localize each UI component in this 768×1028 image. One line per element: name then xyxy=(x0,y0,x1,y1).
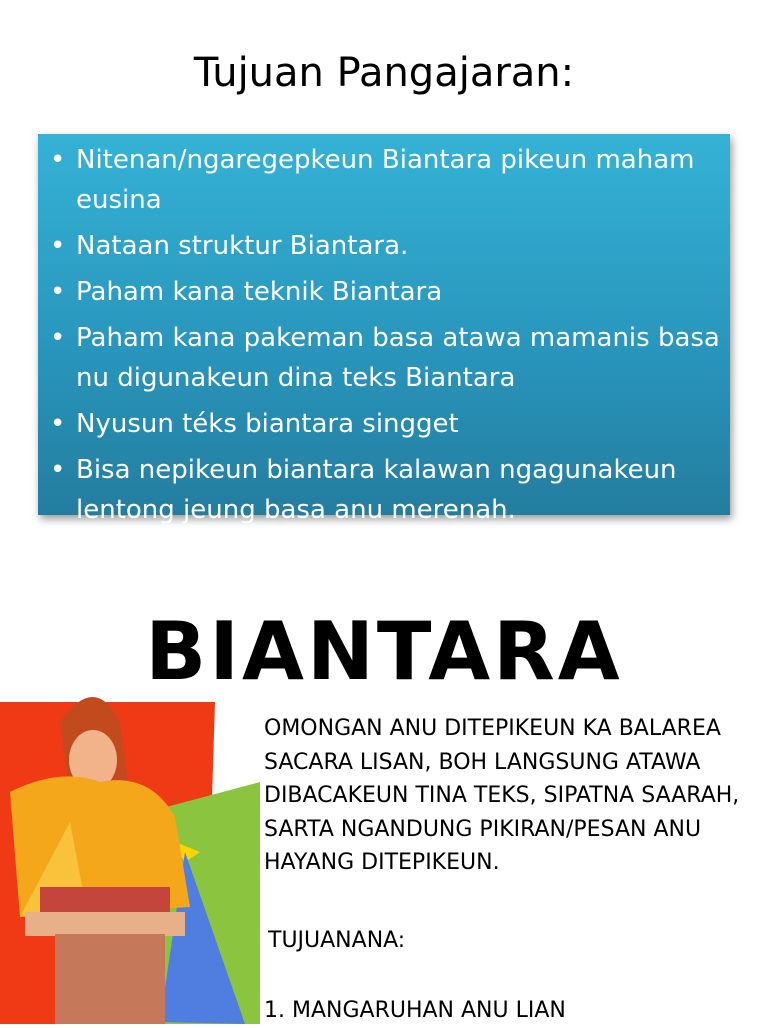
objective-item: • Nitenan/ngaregepkeun Biantara pikeun maham eusina xyxy=(44,140,724,220)
bullet-icon: • xyxy=(50,277,66,307)
bullet-icon: • xyxy=(50,455,66,485)
objectives-list xyxy=(44,140,724,536)
bullet-icon: • xyxy=(50,323,66,353)
objective-item: • Nataan struktur Biantara. xyxy=(44,226,724,266)
objective-item: • Paham kana pakeman basa atawa mamanis basa nu digunakeun dina teks Biantara xyxy=(44,318,724,398)
bullet-icon: • xyxy=(50,231,66,261)
slide-title: Tujuan Pangajaran: xyxy=(193,50,575,96)
definition-text: OMONGAN ANU DITEPIKEUN KA BALAREA SACARA LISAN, BOH LANGSUNG ATAWA DIBACAKEUN TINA TEKS, SIPATNA SAARAH, SARTA NGANDUNG PIKIRAN/PESAN ANU HAYANG DITEPIKEUN. xyxy=(264,716,740,875)
bullet-icon: • xyxy=(50,409,66,439)
objective-item: • Bisa nepikeun biantara kalawan ngagunakeun lentong jeung basa anu merenah. xyxy=(44,450,724,530)
objective-item: • Paham kana teknik Biantara xyxy=(44,272,724,312)
purpose-label: TUJUANANA: xyxy=(268,928,406,953)
objective-item: • Nyusun téks biantara singget xyxy=(44,404,724,444)
speaker-clipart-icon xyxy=(0,672,260,1024)
biantara-heading: BIANTARA xyxy=(145,605,623,698)
bullet-icon: • xyxy=(50,145,66,175)
purpose-item: 1. MANGARUHAN ANU LIAN xyxy=(264,998,566,1023)
